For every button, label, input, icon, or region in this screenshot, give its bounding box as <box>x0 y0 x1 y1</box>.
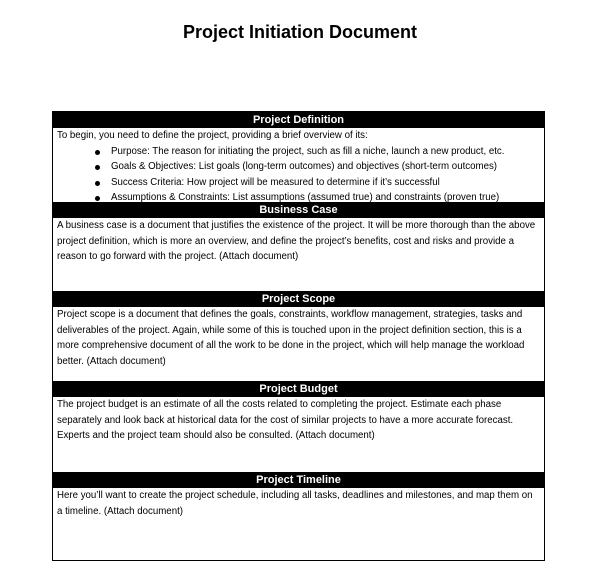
project-budget-header: Project Budget <box>53 381 544 397</box>
project-scope-body: Project scope is a document that defines the goals, constraints, workflow management, strategies, tasks and deliverables of the project. Again, while some of this is touched upon in the project definition section, this is a more comprehensive document of all the work to be done in the project, which will help manage the workload better. (Attach document) <box>57 309 525 367</box>
business-case-header: Business Case <box>53 202 544 218</box>
business-case-body: A business case is a document that justifies the existence of the project. It will be more thorough than the above project definition, which is more an overview, and define the project’s benefits, cost and risks and provide a reason to go forward with the project. (Attach document) <box>57 220 536 263</box>
document-table <box>52 111 545 561</box>
project-timeline-body: Here you’ll want to create the project schedule, including all tasks, deadlines and milestones, and map them on a timeline. (Attach document) <box>57 490 533 517</box>
project-scope-header: Project Scope <box>53 291 544 307</box>
project-definition-header: Project Definition <box>53 112 544 128</box>
list-item: Purpose: The reason for initiating the project, such as fill a niche, launch a new product, etc. <box>95 144 540 160</box>
project-budget-body: The project budget is an estimate of all the costs related to completing the project. Estimate each phase separately and look back at historical data for the cost of similar projects to have a more accurate forecast. Experts and the project team should also be consulted. (Attach document) <box>57 399 514 442</box>
list-item: Success Criteria: How project will be measured to determine if it’s successful <box>95 175 540 191</box>
project-definition-intro: To begin, you need to define the project, providing a brief overview of its: <box>57 130 368 141</box>
list-item: Assumptions & Constraints: List assumptions (assumed true) and constraints (proven true) <box>95 190 540 206</box>
list-item: Goals & Objectives: List goals (long-term outcomes) and objectives (short-term outcomes) <box>95 159 540 175</box>
document-title: Project Initiation Document <box>182 22 418 42</box>
project-definition-list <box>57 144 540 206</box>
project-timeline-header: Project Timeline <box>53 472 544 488</box>
project-definition-body <box>53 128 544 202</box>
